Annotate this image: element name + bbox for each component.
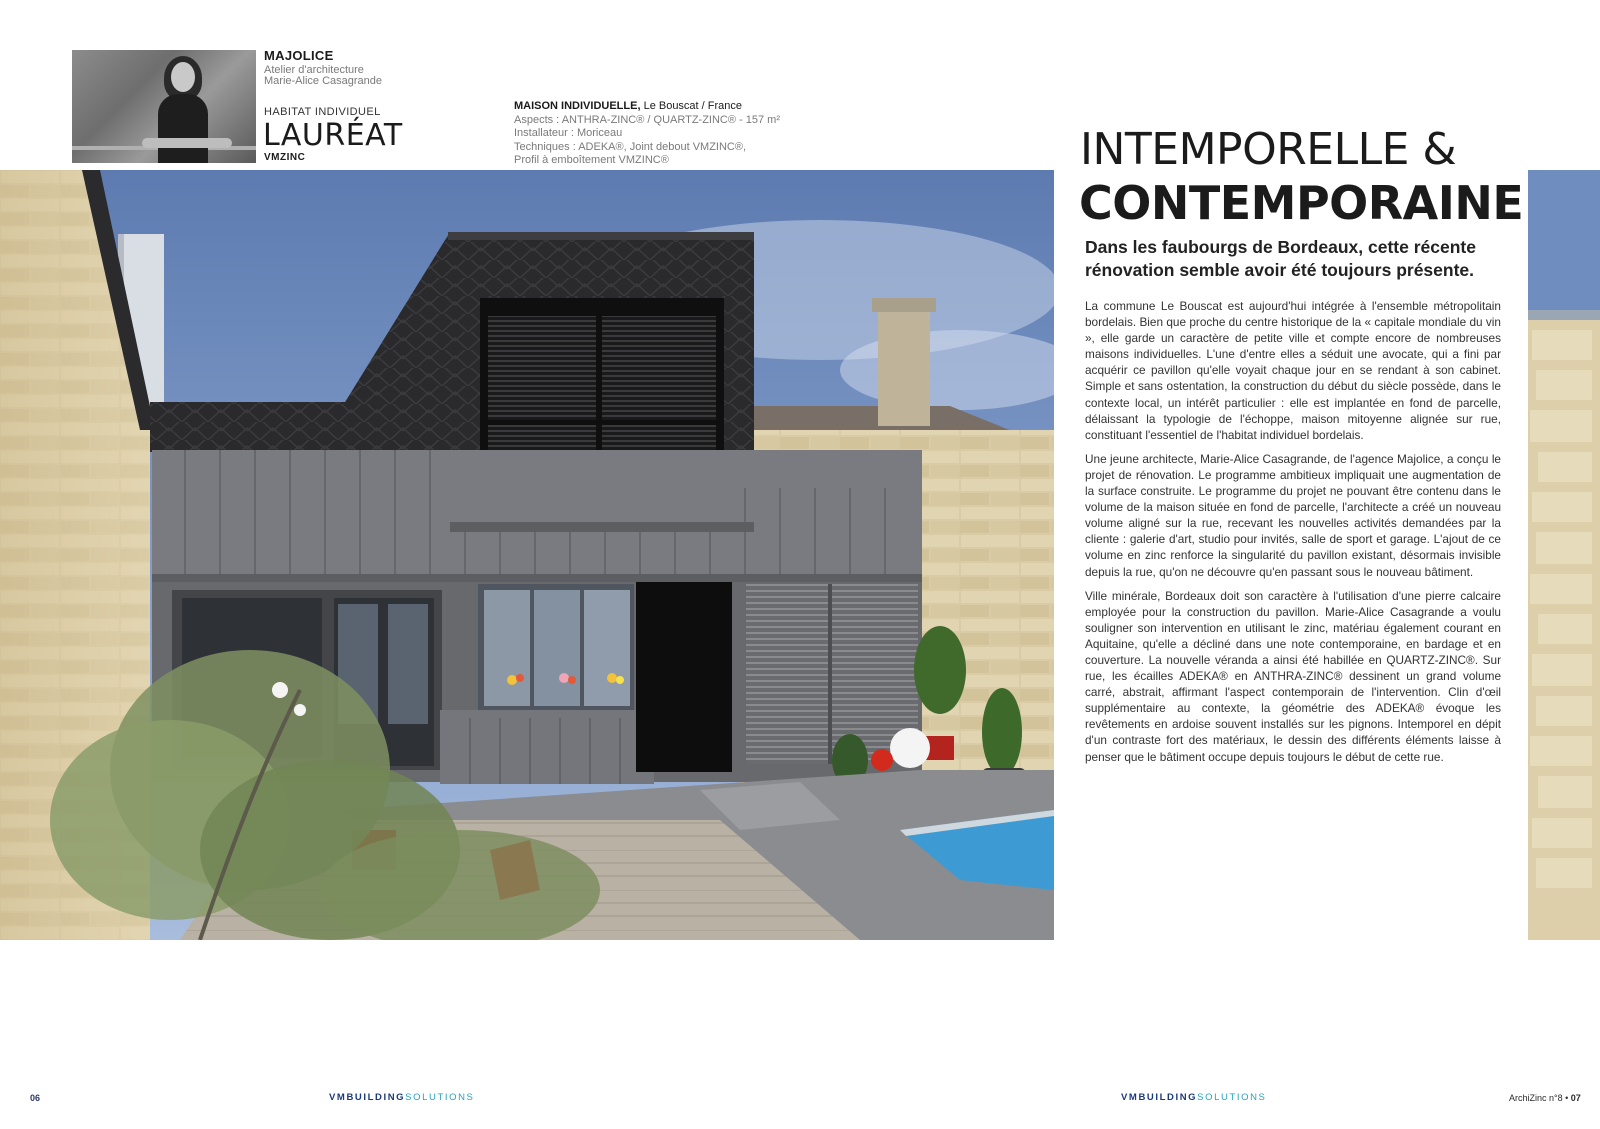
headline-line2: CONTEMPORAINE: [1079, 176, 1524, 230]
edge-photo: [1528, 170, 1600, 940]
page-number-right: ArchiZinc n°8 • 07: [1509, 1093, 1581, 1103]
firm-name: MAJOLICE: [264, 48, 334, 63]
article-body: [1085, 298, 1501, 773]
vmzinc-logo: VMZINC: [264, 152, 306, 163]
award-title: LAURÉAT: [263, 118, 403, 153]
lead-paragraph: Dans les faubourgs de Bordeaux, cette récente rénovation semble avoir été toujours présente.: [1085, 237, 1476, 280]
headline-line1: INTEMPORELLE &: [1080, 124, 1457, 175]
article-paragraph-2: Une jeune architecte, Marie-Alice Casagrande, de l'agence Majolice, a conçu le projet de rénovation. Le programme ambitieux impliquait une augmentation de la surface construite. Le programme du projet ne pouvant être contenu dans le volume de la maison située en fond de parcelle, l'architecte a créé un nouveau volume aligné sur la rue, recevant les nouvelles activités demandées par la cliente : galerie d'art, studio pour invités, salle de sport et garage. L'ajout de ce volume en zinc renforce la singularité du pavillon existant, désormais invisible depuis la rue, qu'on ne découvre qu'en passant sous le nouveau bâtiment.: [1085, 451, 1501, 579]
award-category: HABITAT INDIVIDUEL: [264, 106, 381, 118]
magazine-name: ArchiZinc n°8 •: [1509, 1093, 1571, 1103]
page-number-left: 06: [30, 1093, 41, 1103]
firm-description: Atelier d'architecture: [264, 64, 364, 76]
project-info: [514, 100, 780, 168]
architect-portrait: [72, 50, 256, 163]
project-techniques: Techniques : ADEKA®, Joint debout VMZINC®,: [514, 140, 747, 153]
project-title: MAISON INDIVIDUELLE, Le Bouscat / France: [514, 100, 743, 112]
architect-name: Marie-Alice Casagrande: [264, 75, 382, 87]
article-paragraph-3: Ville minérale, Bordeaux doit son caractère à l'utilisation d'une pierre calcaire employée pour la construction du pavillon. Marie-Alice Casagrande a voulu souligner son intervention en utilisant le zinc, matériau également courant en Aquitaine, qu'elle a décliné dans une note contemporaine, en bardage et en couverture. La nouvelle véranda a ainsi été habillée en QUARTZ-ZINC®. Sur rue, les écailles ADEKA® en ANTHRA-ZINC® dessinent un grand volume carré, abstrait, affirmant l'aspect contemporain de l'intervention. Clin d'œil supplémentaire au contexte, la géométrie des ADEKA® évoque les revêtements en ardoise souvent installés sur les pignons. Intemporel en dépit d'un contraste fort des matériaux, le dessin des différents éléments laisse à penser que le bâtiment occupe depuis toujours le début de cette rue.: [1085, 588, 1501, 764]
project-aspects: Aspects : ANTHRA-ZINC® / QUARTZ-ZINC® - 157 m²: [514, 113, 780, 126]
project-techniques-cont: Profil à emboîtement VMZINC®: [514, 154, 669, 166]
brand-logo-left: VMBUILDINGSOLUTIONS: [329, 1092, 475, 1103]
project-installer: Installateur : Moriceau: [514, 127, 623, 139]
article-paragraph-1: La commune Le Bouscat est aujourd'hui intégrée à l'ensemble métropolitain bordelais. Bien que proche du centre historique de la « capitale mondiale du vin », elle garde un caractère de petite ville et compte encore de nombreuses maisons individuelles. L'une d'entre elles a séduit une avocate, qui a fini par acquérir ce pavillon qu'elle voyait chaque jour en se rendant à son cabinet. Simple et sans ostentation, la construction du début du siècle possède, dans le contexte local, un intérêt particulier : elle est implantée en fond de parcelle, délaissant la typologie de l'échoppe, maison mitoyenne alignée sur rue, constituant l'essentiel de l'habitat individuel bordelais.: [1085, 299, 1501, 442]
house-photo: [0, 170, 1054, 940]
brand-logo-right: VMBUILDINGSOLUTIONS: [1121, 1092, 1267, 1103]
